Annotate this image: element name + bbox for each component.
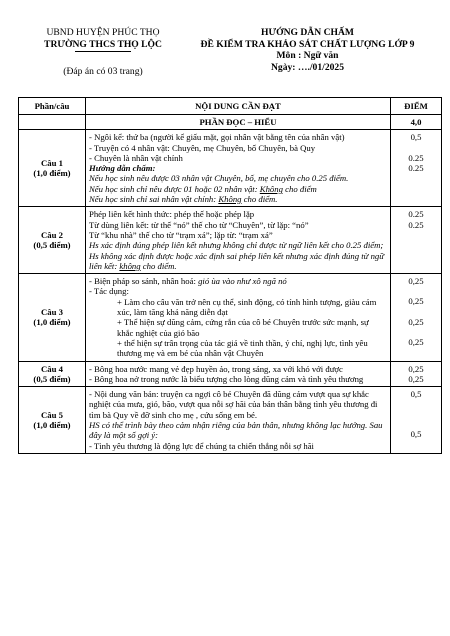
exam-title: ĐỀ KIỂM TRA KHẢO SÁT CHẤT LƯỢNG LỚP 9 — [200, 38, 415, 50]
answer-text: - Biện pháp so sánh, nhân hoá: — [89, 276, 199, 287]
question-label — [19, 387, 86, 454]
score-value: 0,25 — [408, 373, 424, 384]
score-value: 0.25 — [408, 162, 424, 173]
grading-note-text: cho điểm — [282, 183, 317, 194]
score-value: 0,5 — [410, 429, 422, 440]
score-cell — [391, 130, 442, 207]
col-header-part: Phần/câu — [19, 98, 86, 115]
score-value: 0.25 — [408, 152, 424, 163]
answer-line: - Nội dung văn bản: truyện ca ngợi cô bé Chuyên đã dũng cảm vượt qua sự khắc nghiệt của mưa, gió, bão, vượt qua nỗi sợ hãi của bản thân bằng tình yêu thương đi tìm bà Quy về đỡ sinh cho mẹ , cứu sống em bé. — [89, 389, 378, 420]
score-cell — [391, 361, 442, 387]
answer-content — [86, 274, 391, 361]
question-label — [19, 274, 86, 361]
col-header-score: ĐIỂM — [391, 98, 442, 115]
question-number: Câu 3 — [41, 307, 63, 318]
score-cell — [391, 207, 442, 274]
question-label — [19, 361, 86, 387]
question-points: (1,0 điểm) — [33, 317, 71, 328]
table-row — [19, 130, 442, 207]
score-cell — [391, 274, 442, 361]
score-value: 0.25 — [408, 219, 424, 230]
doc-title: HƯỚNG DẪN CHẤM — [261, 27, 354, 38]
answer-content — [86, 207, 391, 274]
answer-content — [86, 387, 391, 454]
question-number: Câu 1 — [41, 158, 63, 169]
answer-line: Từ dùng liên kết: từ thế “nó” thế cho từ “Chuyên”, từ lặp: “nó” — [89, 219, 309, 230]
grading-note-text: Nếu học sinh chỉ sai nhân vật chính: — [89, 194, 219, 205]
answer-content — [86, 361, 391, 387]
grading-guide-title: Hướng dẫn chấm: — [89, 163, 156, 174]
subject-line: Môn : Ngữ văn — [276, 50, 339, 61]
score-value: 0,5 — [410, 132, 422, 143]
answer-line: - Truyện có 4 nhân vật: Chuyên, mẹ Chuyên, bố Chuyên, bà Quy — [89, 142, 316, 153]
grading-note — [89, 184, 387, 194]
grading-note: Hs xác định đúng phép liên kết nhưng không chỉ được từ ngữ liên kết cho 0.25 điểm; — [89, 240, 384, 251]
answer-line: + Thể hiện sự dũng cảm, cứng rắn của cô bé Chuyên trước sức mạnh, sự khắc nghiệt của gió bão — [117, 317, 369, 338]
answer-line: + thể hiện sự trân trọng của tác giả về tinh thần, ý chí, nghị lực, tình yêu thương mẹ và em bé của nhân vật Chuyên — [117, 337, 368, 359]
answer-line: + Làm cho câu văn trở nên cụ thể, sinh động, có tính hình tượng, giàu cảm xúc, làm tăng khả năng diễn đạt — [117, 296, 377, 318]
score-value: 0,25 — [408, 276, 424, 287]
grading-note — [89, 251, 387, 272]
answer-line: - Chuyên là nhân vật chính — [89, 152, 183, 163]
question-points: (0,5 điểm) — [33, 240, 71, 251]
question-label — [19, 207, 86, 274]
header-left — [18, 27, 188, 78]
grading-note: HS có thể trình bày theo cảm nhận riêng của bản thân, nhưng không lạc hướng. Sau đây là một số gợi ý: — [89, 420, 383, 441]
section-title: PHẦN ĐỌC – HIỂU — [86, 115, 391, 130]
grading-note-text: Nếu học sinh chỉ nêu được 01 hoặc 02 nhân vật: — [89, 183, 260, 194]
question-points: (1,0 điểm) — [33, 420, 71, 431]
question-points: (0,5 điểm) — [33, 373, 71, 384]
question-label — [19, 130, 86, 207]
table-row — [19, 361, 442, 387]
question-number: Câu 5 — [41, 409, 63, 420]
header-divider — [75, 51, 131, 52]
section-score: 4,0 — [391, 115, 442, 130]
org-name: UBND HUYỆN PHÚC THỌ — [46, 27, 160, 38]
answer-table — [18, 97, 442, 454]
score-value: 0,25 — [408, 296, 424, 307]
answer-line: - Ngôi kể: thứ ba (người kể giấu mặt, gọi nhân vật bằng tên của nhân vật) — [89, 132, 345, 143]
answer-line: - Tác dụng: — [89, 286, 129, 297]
answer-line: - Tình yêu thương là động lực để chúng ta chiến thắng nỗi sợ hãi — [89, 440, 314, 451]
grading-note-emphasis: Không — [259, 183, 283, 194]
answer-content — [86, 130, 391, 207]
quoted-phrase: gió ùa vào như xô ngã nó — [198, 276, 287, 287]
page-count-note: (Đáp án có 03 trang) — [63, 66, 143, 77]
header-right — [180, 27, 435, 73]
grading-note-text: cho điểm. — [140, 260, 177, 271]
answer-line — [89, 276, 387, 286]
grading-note-text: cho điểm. — [241, 194, 278, 205]
table-row — [19, 207, 442, 274]
grading-note-text: Hs không xác định được hoặc xác định sai phép liên kết nhưng xác định đúng từ ngữ liên kết: — [89, 250, 385, 271]
grading-note — [89, 194, 387, 204]
score-value: 0,25 — [408, 316, 424, 327]
answer-line: Từ “khu nhà” thế cho từ “trạm xá”; lặp từ: “trạm xá” — [89, 229, 273, 240]
answer-line: - Bông hoa nở trong nước là biểu tượng cho lòng dũng cảm và tình yêu thương — [89, 373, 364, 384]
grading-note-emphasis: Không — [218, 194, 242, 205]
question-number: Câu 2 — [41, 229, 63, 240]
score-value: 0,5 — [410, 389, 422, 400]
grading-note: Nếu học sinh nêu được 03 nhân vật Chuyên, bố, mẹ chuyên cho 0.25 điểm. — [89, 173, 349, 184]
score-cell — [391, 387, 442, 454]
score-value: 0.25 — [408, 209, 424, 220]
score-value: 0,25 — [408, 363, 424, 374]
col-header-content: NỘI DUNG CẦN ĐẠT — [86, 98, 391, 115]
date-line: Ngày: …./01/2025 — [270, 61, 345, 73]
section-empty-cell — [19, 115, 86, 130]
section-row — [19, 115, 442, 130]
question-points: (1,0 điểm) — [33, 168, 71, 179]
answer-line: - Bông hoa nước mang vẻ đẹp huyền ảo, trong sáng, xa với khó với được — [89, 363, 343, 374]
table-row — [19, 387, 442, 454]
grading-note-emphasis: không — [119, 260, 141, 271]
score-value: 0,25 — [408, 337, 424, 348]
table-header-row — [19, 98, 442, 115]
answer-line: Phép liên kết hình thức: phép thế hoặc phép lặp — [89, 209, 255, 220]
question-number: Câu 4 — [41, 363, 63, 374]
school-name: TRƯỜNG THCS THỌ LỘC — [44, 38, 162, 50]
table-row — [19, 274, 442, 361]
